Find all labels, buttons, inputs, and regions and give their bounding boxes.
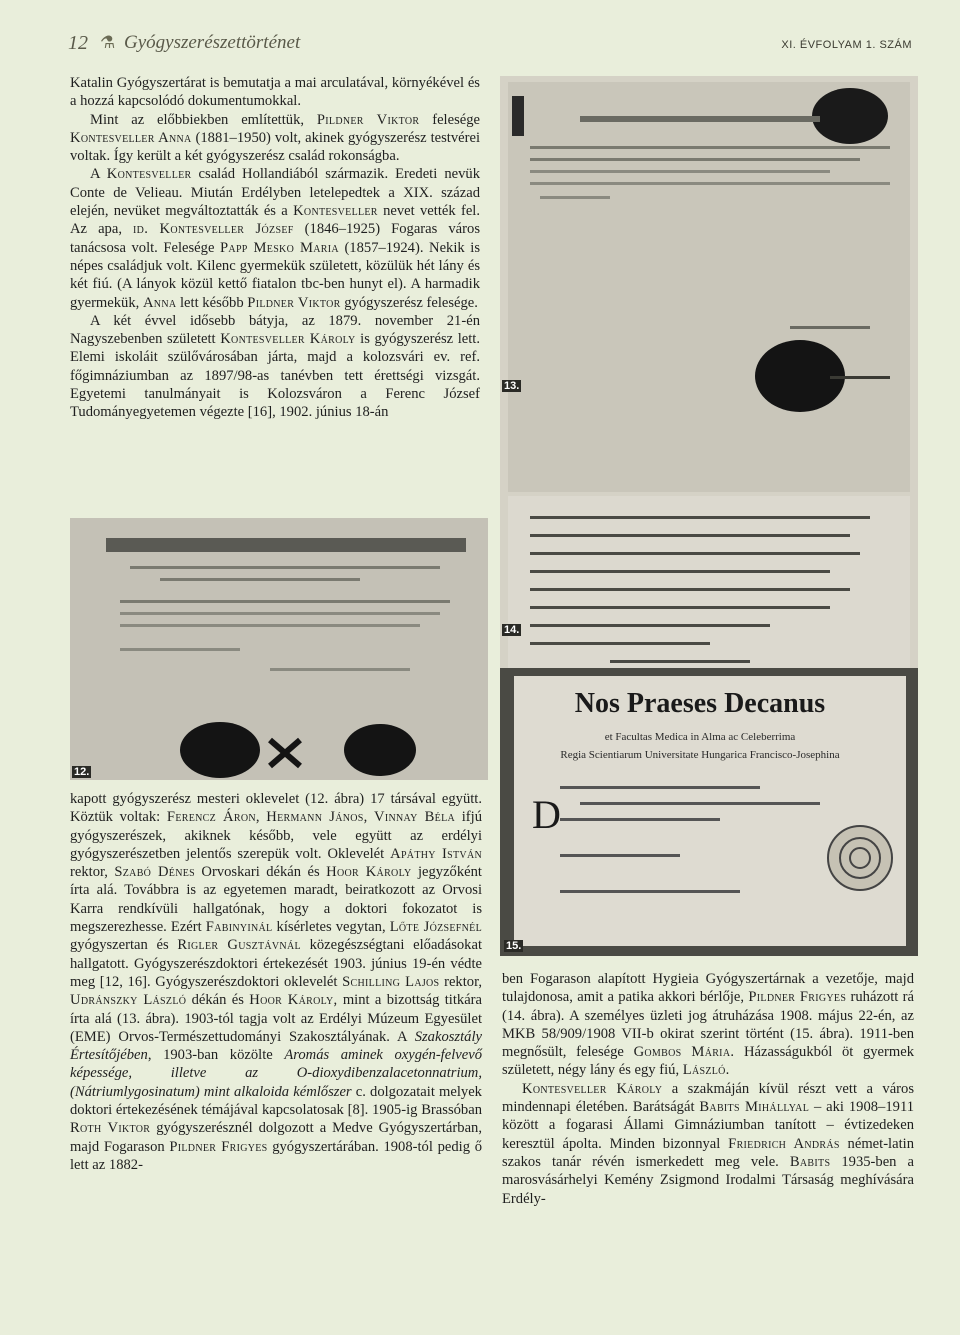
figure-12-photo: [70, 518, 488, 780]
left-column-bottom-text: [70, 790, 482, 1174]
figure-15-heading: Nos Praeses Decanus: [574, 688, 826, 719]
figure-15-document-illustration: [500, 668, 918, 956]
paragraph: kapott gyógyszerész mesteri oklevelet (12. ábra) 17 társával együtt. Köztük voltak: Ferencz Áron, Hermann János, Vinnay Béla ifjú gyógyszerészek, akiknek később, vele együtt az erdélyi gyógyszerészetben jelentős szerepük volt. Oklevelét Apáthy István rektor, Szabó Dénes Orvoskari dékán és Hoor Károly jegyzőként írta alá. Továbbra is az egyetemen maradt, beiratkozott az Orvosi Karra rendkívüli hallgatónak, hogy a doktori fokozatot is megszerezhesse. Ezért Fabinyinál kísérletes vegytan, Lőte Józsefnél gyógyszertan és Rigler Gusztávnál közegészségtani előadásokat hallgatott. Gyógyszerészdoktori értekezését 1903. június 19-én védte meg [12, 16]. Gyógyszerészdoktori oklevelét Schilling Lajos rektor, Udránszky László dékán és Hoor Károly, mint a bizottság titkára írta alá (13. ábra). 1903-tól tagja volt az Erdélyi Múzeum Egyesület (EME) Orvos-Természettudományi Szakosztályának. A Szakosztály Értesítőjében, 1903-ban közölte Aromás aminek oxygén-felvevő képessége, illetve az O-dioxydibenzalacetonnatrium, (Nátriumlygosinatum) mint alkaloida kémlőszer c. dolgozatait melyek doktori értekezésének témájával kapcsolatosak [8]. 1905-ig Brassóban Roth Viktor gyógyszerésznél dolgozott a Medve Gyógyszertárban, majd Fogarason Pildner Frigyes gyógyszertárában. 1908-tól pedig ő lett az 1882-: [70, 791, 483, 1173]
paragraph: Mint az előbbiekben említettük, Pildner Viktor felesége Kontesveller Anna (1881–1950) volt, akinek gyógyszerész testvérei voltak. Így került a két gyógyszerész család rokonságba.: [70, 111, 481, 165]
paragraph: ben Fogarason alapított Hygieia Gyógyszertárnak a vezetője, majd tulajdonosa, amit a patika akkori bérlője, Pildner Frigyes ruházott rá (14. ábra). A személyes üzleti jog átruházása 1908. május 22-én, az MKB 58/909/1908 VII-b okirat szerint történt (15. ábra). 1911-ben megnősült, felesége Gombos Mária. Házasságukból öt gyermek született, négy lány és egy fiú, László.: [502, 971, 914, 1079]
figure-15-photo: [500, 668, 918, 956]
paragraph: Kontesveller Károly a szakmáján kívül részt vett a város mindennapi életében. Barátságát Babits Mihállyal – aki 1908–1911 között a fogarasi Állami Gimnáziumban tanított – évtizedeken keresztül ápolta. Minden bizonnyal Friedrich András német-latin szakos tanár révén ismerkedett meg vele. Babits 1935-ben a marosvásárhelyi Kemény Zsigmond Irodalmi Társaság meghívására Erdély-: [502, 1080, 915, 1207]
journal-title: Gyógyszerészettörténet: [124, 32, 301, 53]
figure-15-label: 15.: [506, 940, 522, 952]
figure-15-line2: et Facultas Medica in Alma ac Celeberrima: [604, 731, 796, 743]
figure-12-document-illustration: [70, 518, 488, 780]
page-number: 12: [68, 32, 88, 54]
right-column-bottom-text: [502, 970, 914, 1208]
paragraph: A két évvel idősebb bátyja, az 1879. november 21-én Nagyszebenben született Kontesveller Károly is gyógyszerész lett. Elemi iskoláit szülővárosában járta, majd a kolozsvári ev. ref. főgimnáziumban az 1897/98-as tanévben tett érettségi vizsgát. Egyetemi tanulmányait is Kolozsváron a Ferenc József Tudományegyetemen végezte [16], 1902. június 18-án: [70, 312, 480, 421]
paragraph: A Kontesveller család Hollandiából származik. Eredeti nevük Conte de Velieau. Miután Erdélyben letelepedtek a XIX. század elején, nevüket megváltoztatták és a Kontesveller nevet vették fel. Az apa, id. Kontesveller József (1846–1925) Fogaras város tanácsosa volt. Felesége Papp Mesko Maria (1857–1924). Nekik is népes családjuk volt. Kilenc gyermekük született, közülük hét lány és két fiú. (A lányok közül kettő fiatalon tbc-ben hunyt el). A harmadik gyermekük, Anna lett később Pildner Viktor gyógyszerész felesége.: [70, 166, 480, 311]
issue-label: XI. ÉVFOLYAM 1. SZÁM: [781, 39, 912, 51]
figure-12-label: 12.: [74, 766, 90, 778]
figure-13-document-illustration: [500, 76, 918, 764]
paragraph: Katalin Gyógyszertárat is bemutatja a mai arculatával, környékével és a hozzá kapcsolódó dokumentumokkal.: [70, 75, 480, 110]
svg-text:D: D: [532, 792, 561, 837]
mortar-pestle-icon: ⚗: [100, 33, 116, 52]
page-header: [0, 0, 960, 70]
left-column-top-text: [70, 74, 480, 422]
figure-13-photo: [500, 76, 918, 764]
figure-15-line3: Regia Scientiarum Universitate Hungarica Francisco-Josephina: [560, 749, 840, 761]
figure-14-label: 14.: [504, 624, 520, 636]
figure-13-label: 13.: [504, 380, 520, 392]
